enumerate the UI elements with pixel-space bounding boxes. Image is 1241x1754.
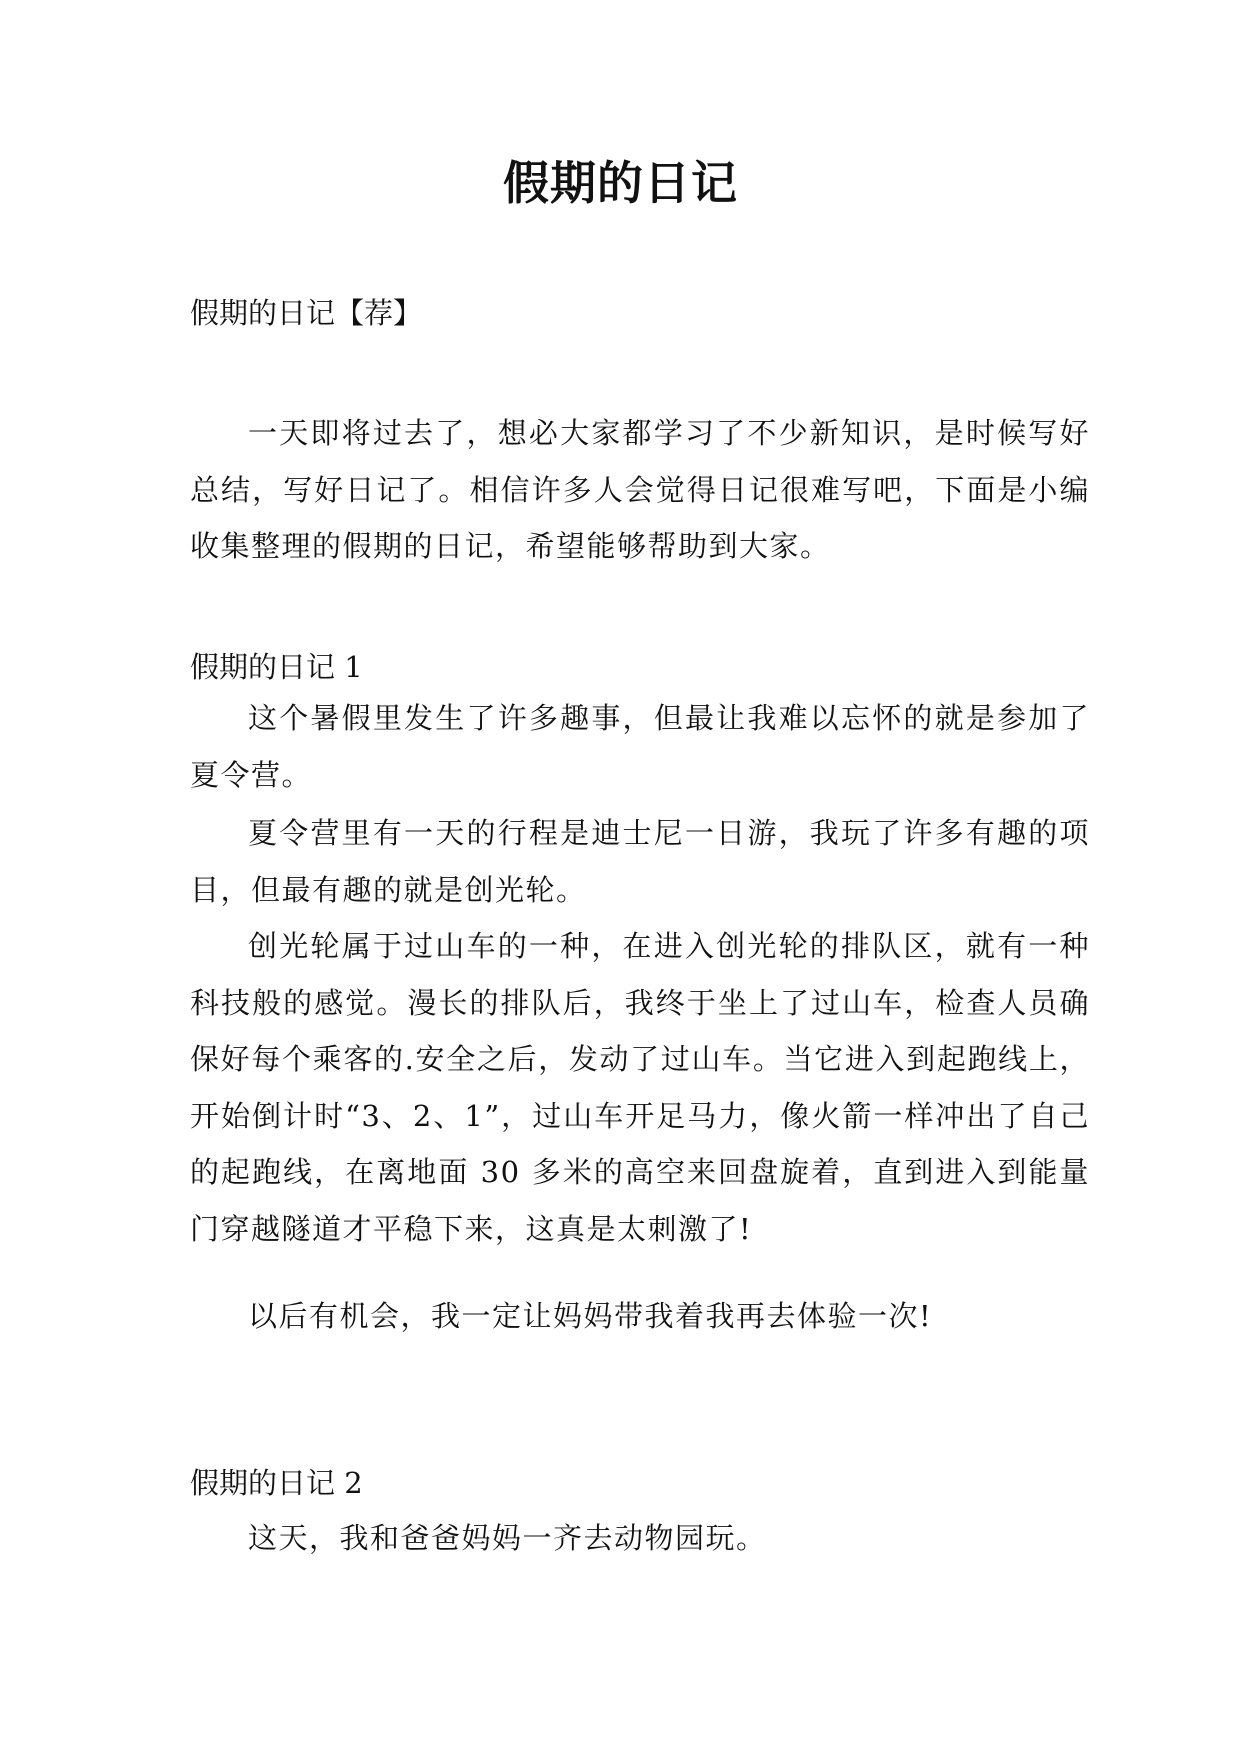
section-heading-2: 假期的日记 2 [190,1466,363,1500]
section-2-paragraph-1: 这天，我和爸爸妈妈一齐去动物园玩。 [248,1521,767,1555]
section-1-paragraph-3: 创光轮属于过山车的一种，在进入创光轮的排队区，就有一种科技般的感觉。漫长的排队后，我终于坐上了过山车，检查人员确保好每个乘客的.安全之后，发动了过山车。当它进入到起跑线上，开始倒计时“3、2、1”，过山车开足马力，像火箭一样冲出了自己的起跑线，在离地面 30 多米的高空来回盘旋着，直到进入到能量门穿越隧道才平稳下来，这真是太刺激了! [190,929,1090,1246]
document-subtitle: 假期的日记【荐】 [190,296,423,330]
intro-paragraph: 一天即将过去了，想必大家都学习了不少新知识，是时候写好总结，写好日记了。相信许多人会觉得日记很难写吧，下面是小编收集整理的假期的日记，希望能够帮助到大家。 [190,416,1090,563]
page-title: 假期的日记 [503,156,738,210]
section-1-paragraph-2: 夏令营里有一天的行程是迪士尼一日游，我玩了许多有趣的项目，但最有趣的就是创光轮。 [190,816,1090,907]
section-1-paragraph-4: 以后有机会，我一定让妈妈带我着我再去体验一次! [248,1299,933,1333]
section-1-paragraph-1: 这个暑假里发生了许多趣事，但最让我难以忘怀的就是参加了夏令营。 [190,701,1090,792]
section-heading-1: 假期的日记 1 [190,650,363,684]
